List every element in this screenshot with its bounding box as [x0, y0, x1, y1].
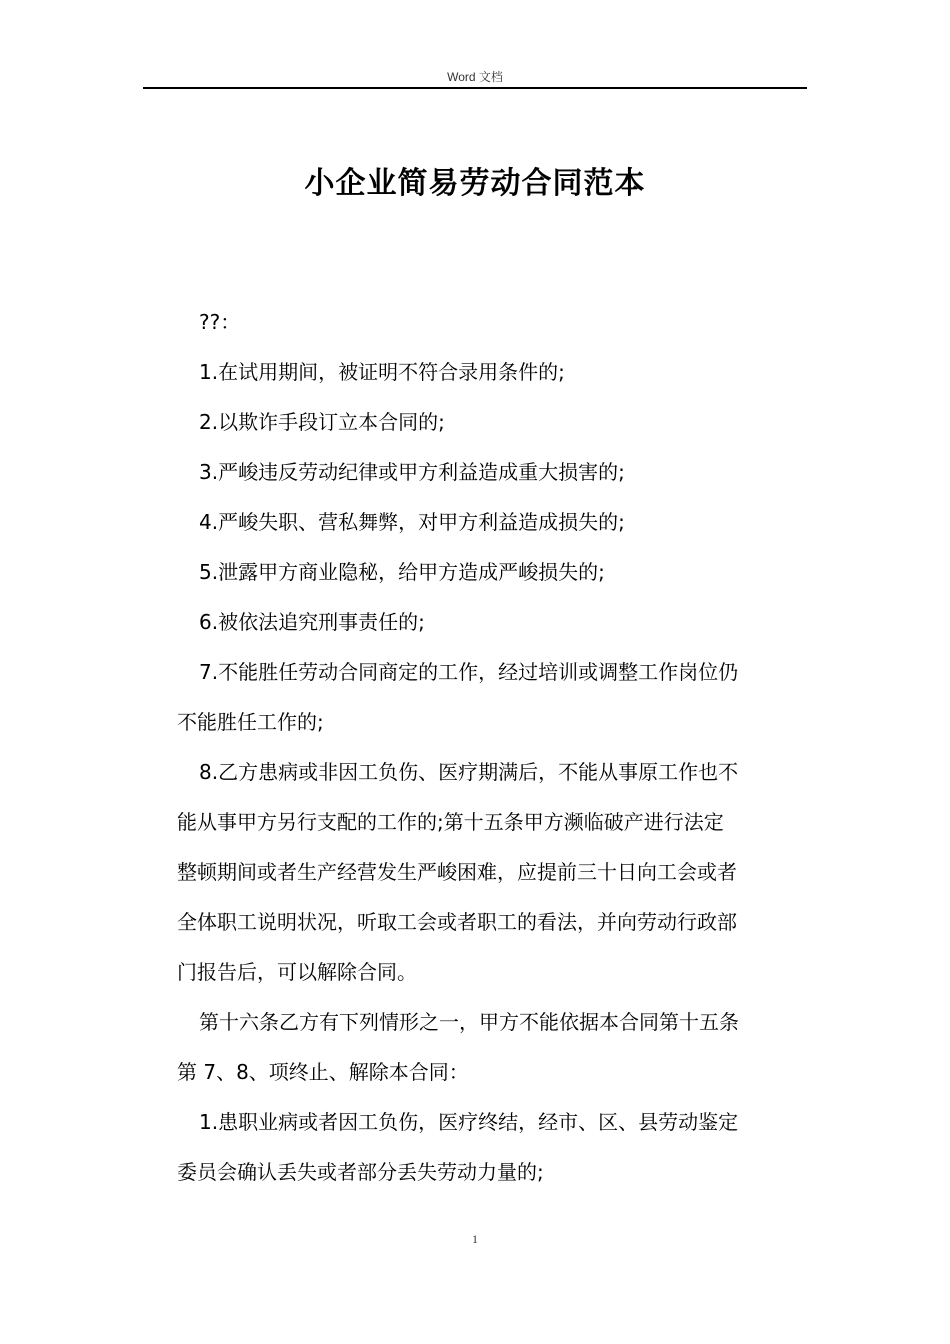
document-title: 小企业简易劳动合同范本	[304, 166, 646, 201]
page-number: 1	[472, 1232, 478, 1246]
header-divider	[143, 87, 807, 89]
clause-item-3: 3.严峻违反劳动纪律或甲方利益造成重大损害的;	[199, 460, 625, 484]
document-body	[177, 297, 807, 1197]
article-16: 第十六条乙方有下列情形之一，甲方不能依据本合同第十五条 第 7、8、项终止、解除本合同：	[177, 1010, 739, 1084]
clause-item-7: 7.不能胜任劳动合同商定的工作，经过培训或调整工作岗位仍 不能胜任工作的;	[177, 660, 739, 734]
clause-item-4: 4.严峻失职、营私舞弊，对甲方利益造成损失的;	[199, 510, 625, 534]
page-header-label: Word 文档	[447, 70, 503, 84]
article-16-item-1: 1.患职业病或者因工负伤，医疗终结，经市、区、县劳动鉴定 委员会确认丢失或者部分丢失劳动力量的;	[177, 1110, 739, 1184]
clause-item-8: 8.乙方患病或非因工负伤、医疗期满后，不能从事原工作也不 能从事甲方另行支配的工作的;第十五条甲方濒临破产进行法定 整顿期间或者生产经营发生严峻困难，应提前三十日向工会或者 全体职工说明状况，听取工会或者职工的看法，并向劳动行政部 门报告后，可以解除合同。	[177, 760, 739, 984]
clause-item-2: 2.以欺诈手段订立本合同的;	[199, 410, 445, 434]
clause-item-1: 1.在试用期间，被证明不符合录用条件的;	[199, 360, 565, 384]
clause-item-6: 6.被依法追究刑事责任的;	[199, 610, 425, 634]
clause-item-5: 5.泄露甲方商业隐秘，给甲方造成严峻损失的;	[199, 560, 605, 584]
paragraph-intro: ??：	[199, 310, 241, 334]
